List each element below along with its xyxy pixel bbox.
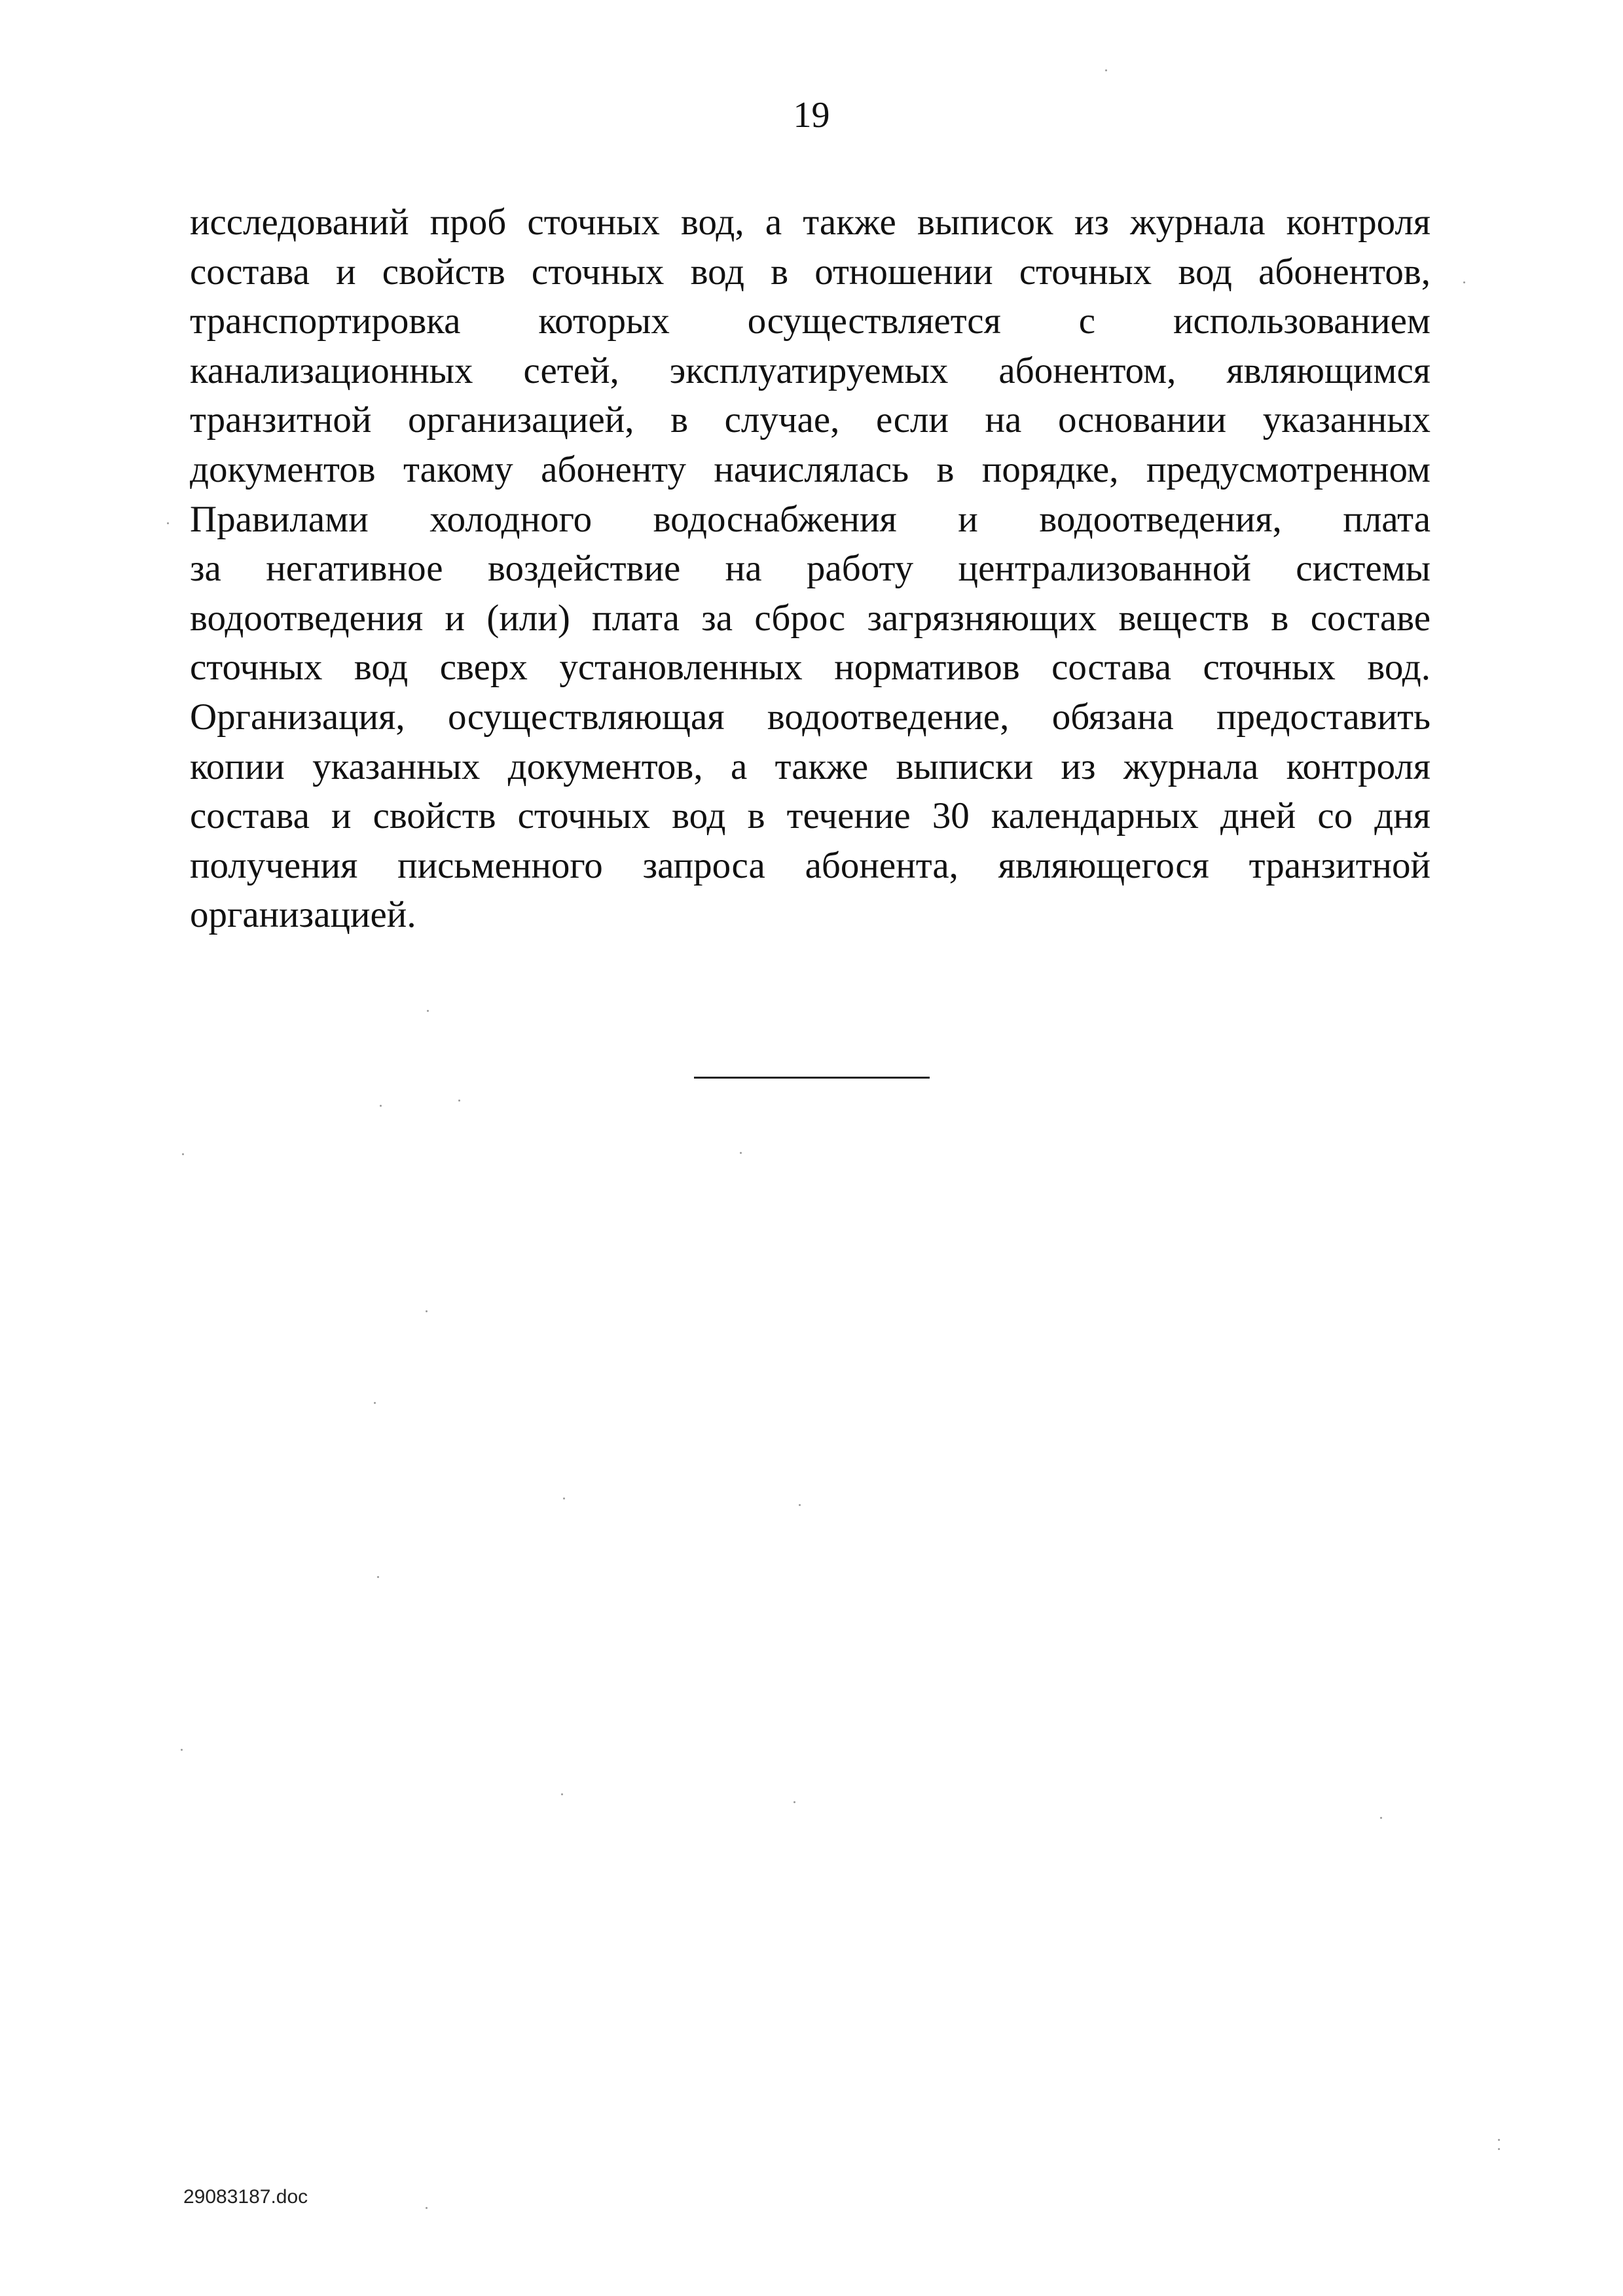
scan-speck <box>740 1152 742 1154</box>
scan-speck <box>426 2207 428 2209</box>
scan-speck <box>1380 1817 1382 1819</box>
paragraph-line: получения письменного запроса абонента, являющегося транзитной <box>190 844 1431 886</box>
scan-speck <box>1463 281 1465 283</box>
paragraph-line: канализационных сетей, эксплуатируемых абонентом, являющимся <box>190 350 1431 391</box>
scan-speck <box>458 1100 460 1102</box>
paragraph-line: копии указанных документов, а также выписки из журнала контроля <box>190 745 1431 787</box>
paragraph-line: состава и свойств сточных вод в отношении сточных вод абонентов, <box>190 251 1431 293</box>
paragraph-line: транзитной организацией, в случае, если на основании указанных <box>190 399 1431 441</box>
page-number: 19 <box>793 95 830 135</box>
paragraph-line: исследований проб сточных вод, а также выписок из журнала контроля <box>190 202 1431 243</box>
end-separator-line <box>694 1077 930 1079</box>
paragraph-line: состава и свойств сточных вод в течение 30 календарных дней со дня <box>190 795 1431 837</box>
scan-speck <box>380 1105 382 1107</box>
scan-speck <box>1498 2148 1500 2150</box>
scan-speck <box>181 1749 183 1751</box>
scan-speck <box>799 1504 801 1506</box>
paragraph-line: Организация, осуществляющая водоотведение, обязана предоставить <box>190 696 1431 738</box>
paragraph-line: водоотведения и (или) плата за сброс загрязняющих веществ в составе <box>190 597 1431 639</box>
scan-speck <box>563 1498 565 1499</box>
file-code: 29083187.doc <box>183 2186 308 2208</box>
paragraph-line: Правилами холодного водоснабжения и водоотведения, плата <box>190 498 1431 540</box>
scan-speck <box>1498 2139 1500 2141</box>
paragraph-line: за негативное воздействие на работу централизованной системы <box>190 548 1431 590</box>
scan-speck <box>374 1402 376 1404</box>
scan-speck <box>167 522 169 524</box>
paragraph-line: транспортировка которых осуществляется с использованием <box>190 300 1431 342</box>
scan-speck <box>561 1793 563 1795</box>
body-paragraph <box>190 198 1431 940</box>
scan-speck <box>1105 69 1107 71</box>
paragraph-line: организацией. <box>190 894 416 936</box>
scan-speck <box>377 1576 379 1578</box>
scan-speck <box>182 1153 184 1155</box>
scan-speck <box>426 1310 428 1312</box>
scan-speck <box>793 1801 795 1803</box>
scan-speck <box>427 1010 429 1012</box>
paragraph-line: сточных вод сверх установленных нормативов состава сточных вод. <box>190 647 1431 689</box>
paragraph-line: документов такому абоненту начислялась в порядке, предусмотренном <box>190 448 1431 490</box>
